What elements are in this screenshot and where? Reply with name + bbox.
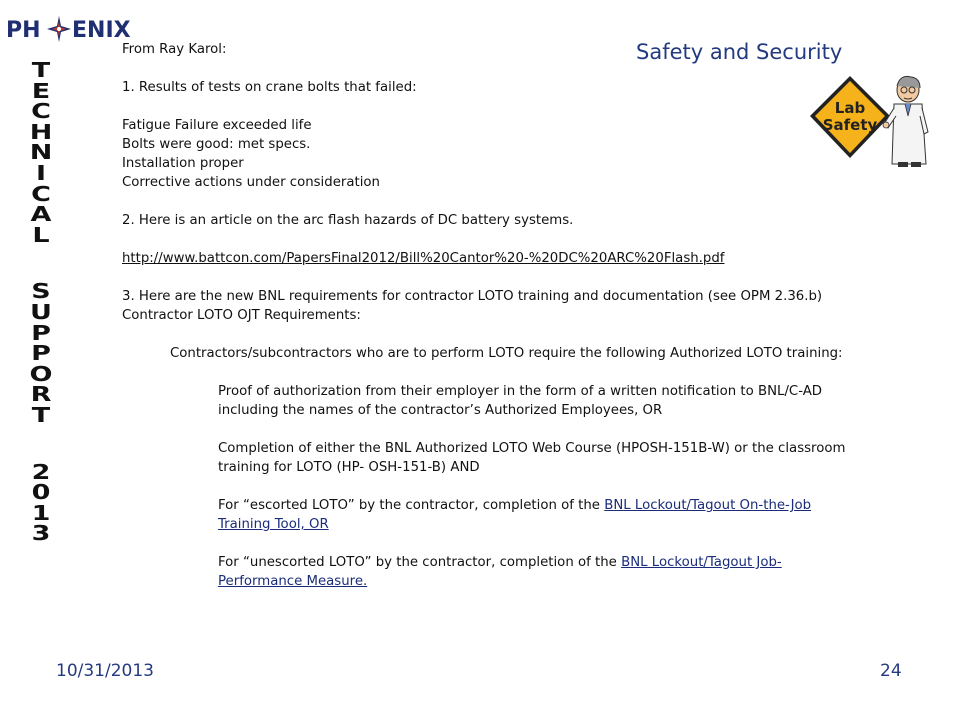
sign-label-line1: Lab <box>834 99 866 117</box>
sidebar-letter: U <box>30 299 52 324</box>
sidebar-gap <box>21 245 62 281</box>
from-line: From Ray Karol: <box>122 42 227 57</box>
ojt-tool-link[interactable]: BNL Lockout/Tagout On-the-Job Training Tool, OR <box>218 498 812 532</box>
sidebar-letter: S <box>31 279 51 304</box>
slide-body <box>122 40 852 591</box>
sidebar-gap <box>21 426 62 462</box>
requirement-web-course: Completion of either the BNL Authorized LOTO Web Course (HPOSH-151B-W) or the classroom training for LOTO (HP- OSH-151-B) AND <box>218 441 846 475</box>
sidebar-letter: 0 <box>31 480 51 505</box>
sidebar-letter: C <box>31 99 51 124</box>
requirement-unescorted <box>122 553 852 591</box>
phoenix-logo <box>6 18 131 46</box>
requirement-escorted-text: For “escorted LOTO” by the contractor, completion of the <box>218 498 605 513</box>
sidebar-letter: T <box>31 402 51 427</box>
sidebar-letter: 1 <box>31 500 51 525</box>
sidebar-letter: 3 <box>31 521 51 546</box>
item2-text: 2. Here is an article on the arc flash hazards of DC battery systems. <box>122 213 574 228</box>
requirement-escorted <box>122 496 852 534</box>
item1-heading: 1. Results of tests on crane bolts that failed: <box>122 80 417 95</box>
jpm-link[interactable]: BNL Lockout/Tagout Job-Performance Measure. <box>218 555 782 589</box>
item3-text: 3. Here are the new BNL requirements for contractor LOTO training and documentation (see OPM 2.36.b) Contractor LOTO OJT Requirements: <box>122 289 823 323</box>
item1-point: Corrective actions under consideration <box>122 175 380 190</box>
logo-text-left: PH <box>6 18 41 43</box>
sidebar-letter: N <box>29 140 53 165</box>
sidebar-letter: T <box>31 58 51 82</box>
phoenix-star-icon <box>44 14 74 44</box>
sidebar-letter: 2 <box>31 459 51 484</box>
logo-text-right: ENIX <box>72 18 131 43</box>
item1-point: Installation proper <box>122 156 244 171</box>
vertical-sidebar-title <box>26 60 56 544</box>
sidebar-letter: P <box>31 320 51 345</box>
footer-date: 10/31/2013 <box>56 661 154 681</box>
sidebar-letter: I <box>35 160 47 185</box>
item1-point: Bolts were good: met specs. <box>122 137 311 152</box>
sidebar-letter: C <box>31 181 51 206</box>
sidebar-letter: L <box>32 222 50 247</box>
requirement-authorization: Proof of authorization from their employer in the form of a written notification to BNL/C-AD including the names of the contractor’s Authorized Employees, OR <box>218 384 823 418</box>
sidebar-letter: P <box>31 341 51 366</box>
sidebar-letter: R <box>30 382 52 407</box>
footer-page-number: 24 <box>880 661 902 681</box>
sidebar-letter: O <box>29 361 53 386</box>
sidebar-letter: A <box>30 202 52 227</box>
battcon-article-link[interactable]: http://www.battcon.com/PapersFinal2012/Bill%20Cantor%20-%20DC%20ARC%20Flash.pdf <box>122 251 725 266</box>
slide-title: Safety and Security <box>636 40 843 64</box>
sign-label-line2: Safety <box>822 116 878 134</box>
requirement-unescorted-text: For “unescorted LOTO” by the contractor, completion of the <box>218 555 622 570</box>
sidebar-letter: H <box>29 119 53 144</box>
sidebar-letter: E <box>31 78 51 103</box>
item3-subtext: Contractors/subcontractors who are to perform LOTO require the following Authorized LOTO training: <box>170 346 843 361</box>
item1-point: Fatigue Failure exceeded life <box>122 118 312 133</box>
